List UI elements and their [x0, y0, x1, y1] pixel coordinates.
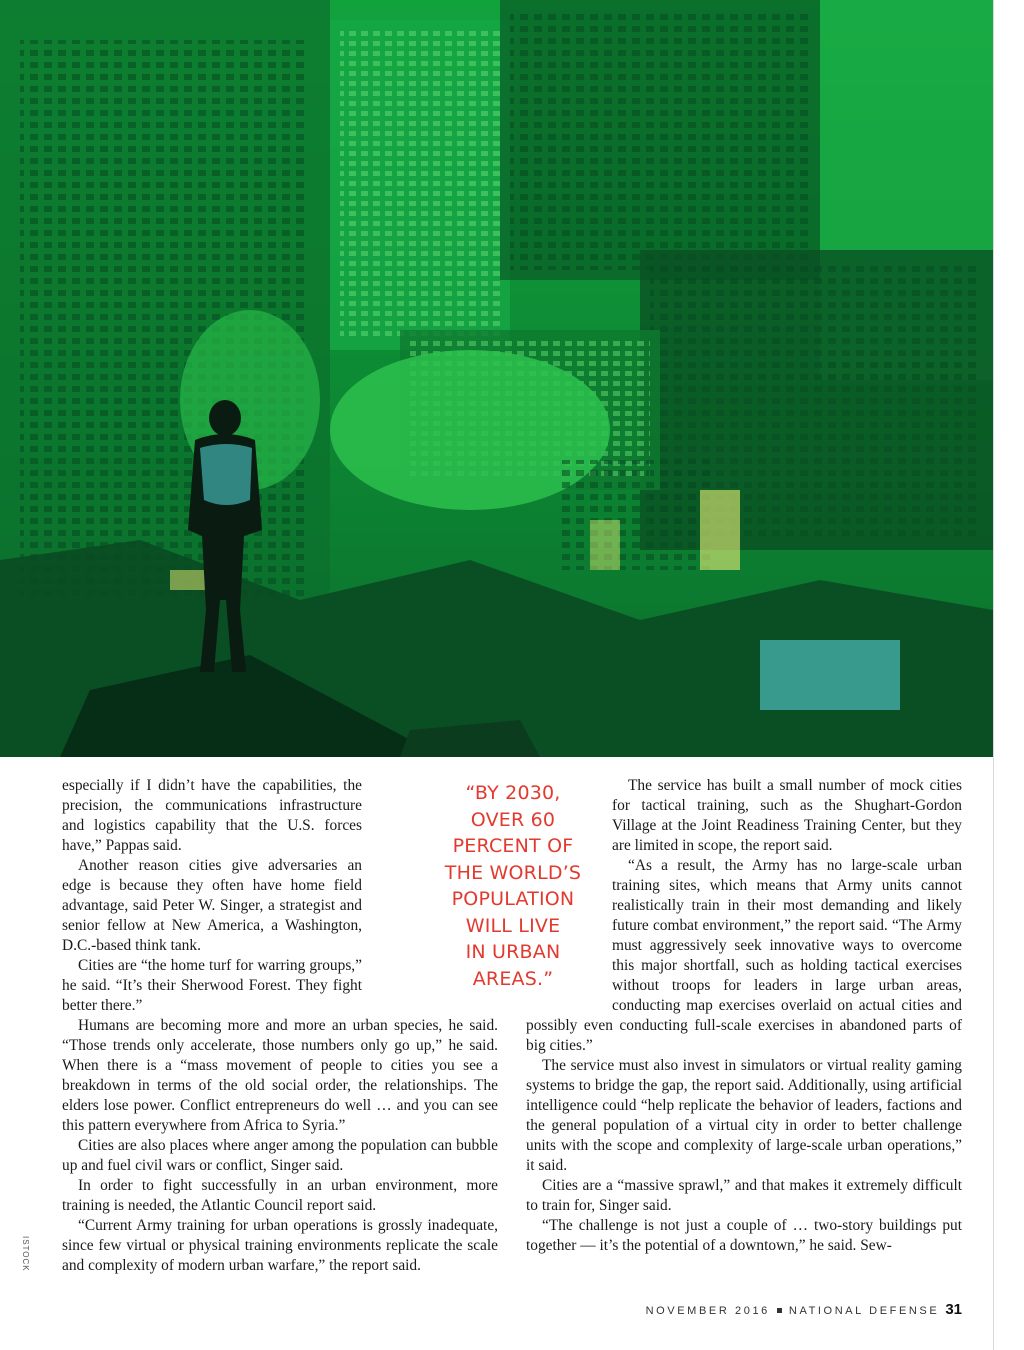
paragraph: Another reason cities give adversaries an edge is because they often have home field advantage, said Peter W. Singer, a strategist and senior fellow at New America, a Washington, D.C.-based think tank. — [62, 857, 362, 954]
page-footer — [646, 1301, 962, 1318]
pull-quote-line: THE WORLD’S — [444, 861, 582, 884]
pull-quote-line: AREAS.” — [472, 967, 554, 990]
footer-publication: NATIONAL DEFENSE — [788, 1305, 940, 1317]
paragraph: especially if I didn’t have the capabilities, the precision, the communications infrastructure and logistics capability that the U.S. forces have,” Pappas said. — [62, 777, 362, 854]
page-edge-line — [993, 0, 994, 1350]
article-column-right — [526, 776, 962, 1256]
pull-quote-line: PERCENT OF — [452, 835, 574, 857]
paragraph: Cities are also places where anger among the population can bubble up and fuel civil wars or conflict, Singer said. — [62, 1137, 498, 1174]
page-number: 31 — [945, 1301, 962, 1318]
paragraph: “Current Army training for urban operations is grossly inadequate, since few virtual or physical training environments replicate the scale and complexity of modern urban warfare,” the report said. — [62, 1217, 498, 1274]
paragraph: Cities are “the home turf for warring groups,” he said. “It’s their Sherwood Forest. They fight better there.” — [62, 957, 362, 1014]
paragraph: In order to fight successfully in an urban environment, more training is needed, the Atlantic Council report said. — [62, 1177, 498, 1214]
pull-quote-line: POPULATION — [451, 888, 575, 910]
photo-credit: ISTOCK — [21, 1236, 30, 1272]
paragraph: The service must also invest in simulators or virtual reality gaming systems to bridge the gap, the report said. Additionally, using artificial intelligence could “help replicate the behavior of leaders, factions and the general population of a virtual city in order to better challenge units with the scope and complexity of large-scale urban operations,” it said. — [526, 1057, 962, 1174]
paragraph: “The challenge is not just a couple of … two-story buildings put together — it’s the potential of a downtown,” he said. Sew- — [526, 1217, 962, 1254]
paragraph: “As a result, the Army has no large-scale urban training sites, which means that Army units cannot realistically train in their most demanding and likely future combat environment,” the report said. “The Army must aggressively seek innovative ways to overcome this major shortfall, such as holding tactical exercises without troops for leaders in large urban areas, conducting map exercises overlaid on actual cities and possibly even conducting full-scale exercises in abandoned parts of big cities.” — [526, 857, 962, 1054]
separator-square-icon — [777, 1308, 782, 1313]
pull-quote-line: IN URBAN — [465, 941, 561, 963]
pull-quote-line: WILL LIVE — [465, 914, 561, 937]
paragraph: The service has built a small number of mock cities for tactical training, such as the Shughart-Gordon Village at the Joint Readiness Training Center, but they are limited in scope, the report said. — [612, 777, 962, 854]
pull-quote-line: OVER 60 — [470, 808, 556, 831]
paragraph: Cities are a “massive sprawl,” and that makes it extremely difficult to train for, Singer said. — [526, 1177, 962, 1214]
pull-quote-line: “BY 2030, — [465, 782, 561, 804]
footer-issue: NOVEMBER 2016 — [645, 1305, 770, 1317]
paragraph: Humans are becoming more and more an urban species, he said. “Those trends only accelerate, those numbers only go up,” he said. When there is a “mass movement of people to cities you see a breakdown in terms of the old social order, the relationships. The elders lose power. Conflict entrepreneurs do well … and you can see this pattern everywhere from Africa to Syria.” — [62, 1017, 498, 1134]
pull-quote-space — [526, 776, 612, 1008]
article-column-left — [62, 776, 498, 1276]
